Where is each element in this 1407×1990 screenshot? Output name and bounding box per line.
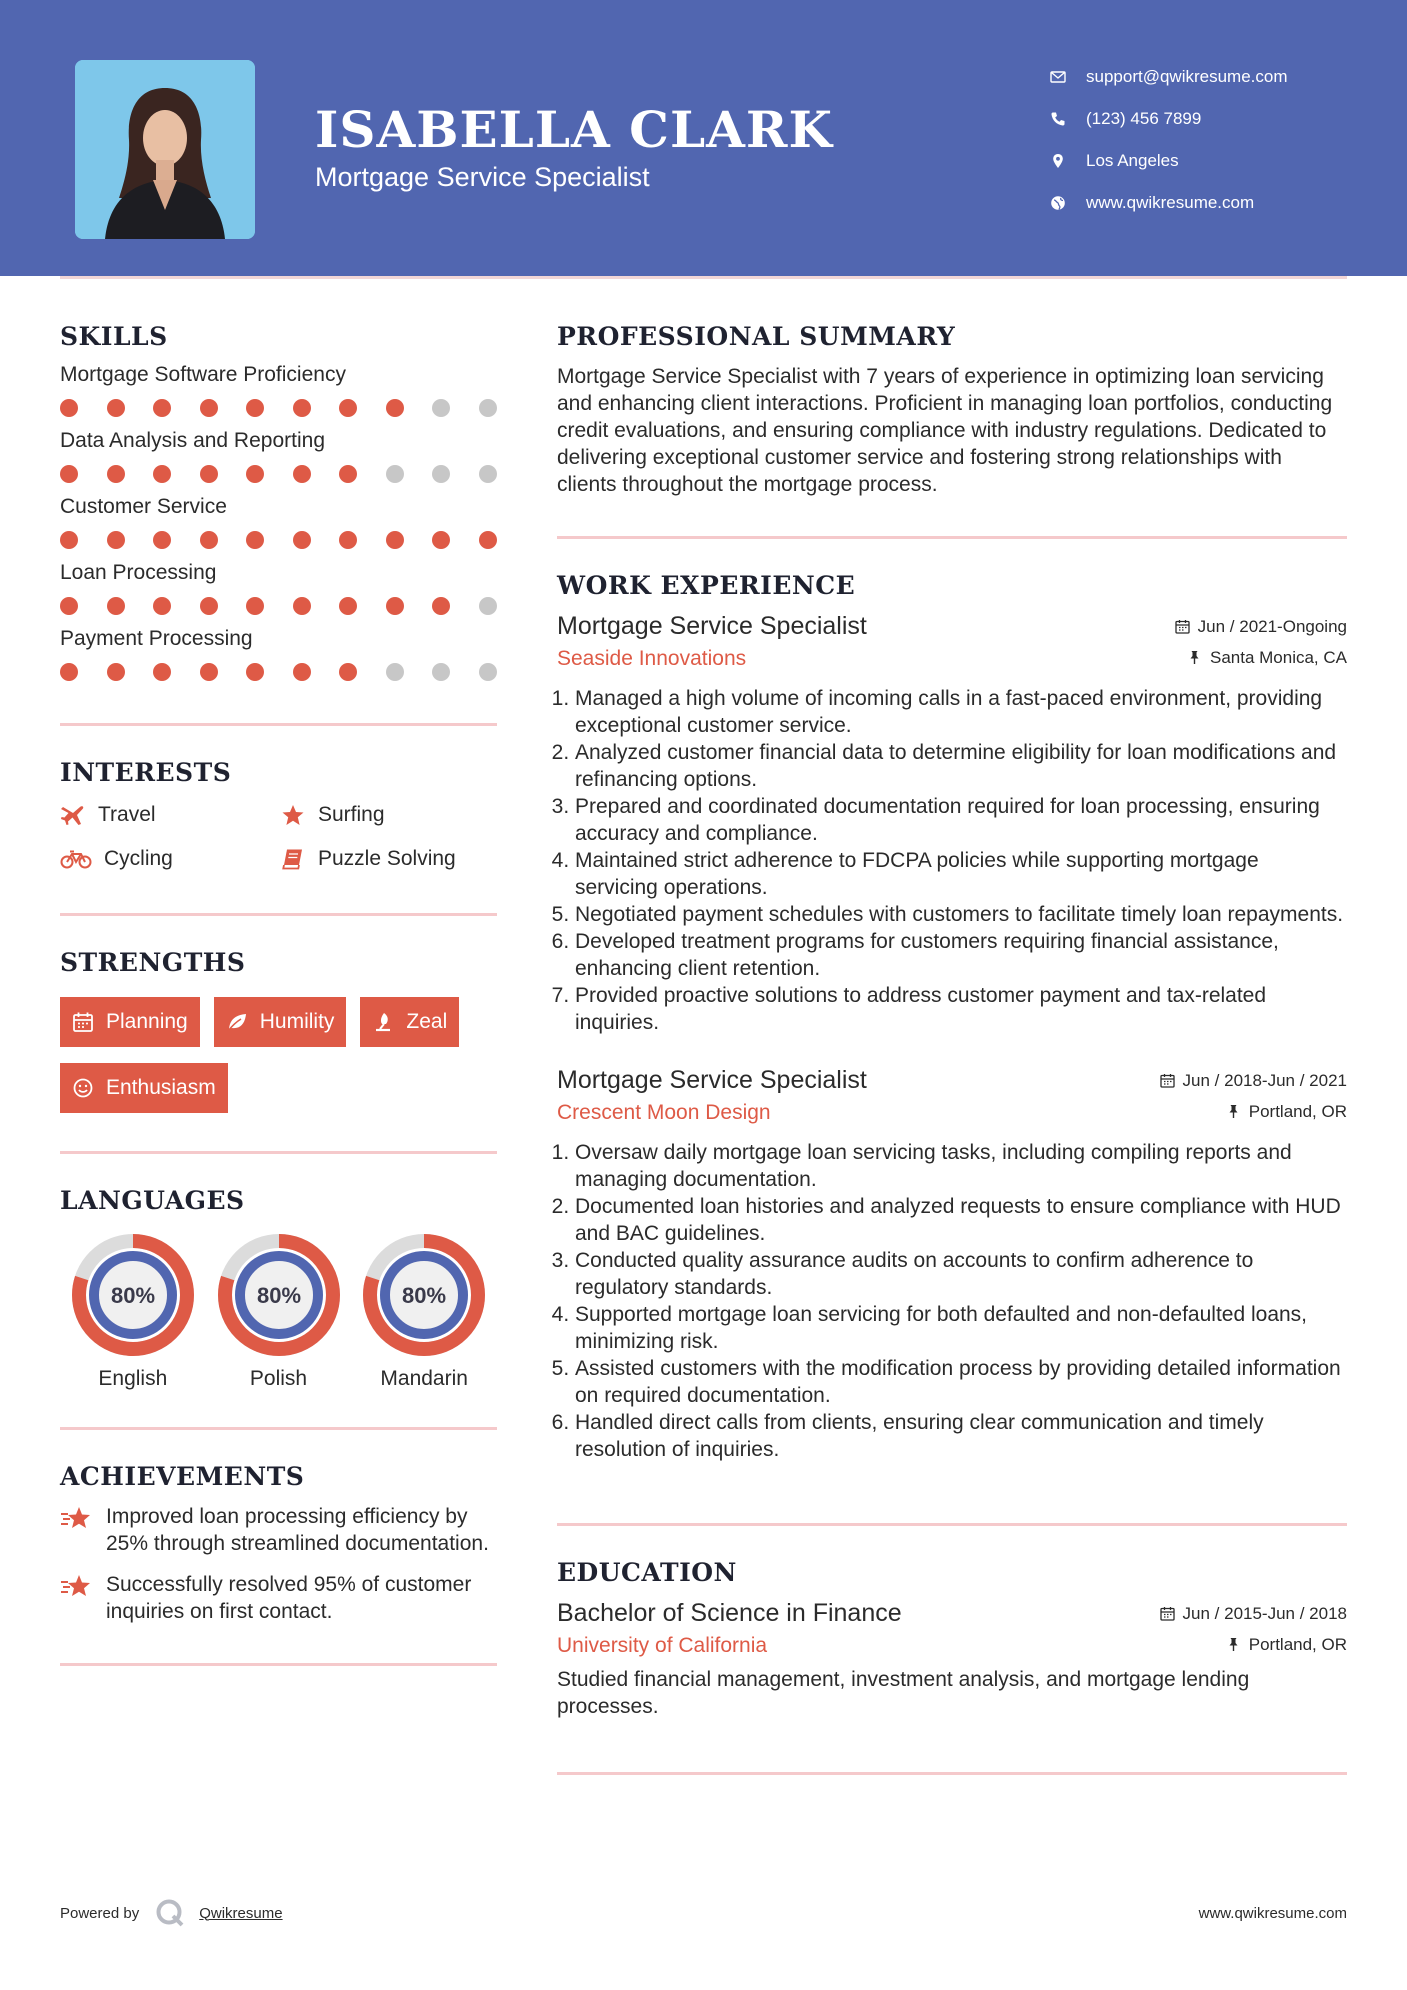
- rating-dot-filled: [200, 399, 218, 417]
- contact-email[interactable]: [1050, 56, 1288, 98]
- book-icon: [280, 848, 306, 870]
- skill-name: Loan Processing: [60, 561, 217, 584]
- rating-dot-filled: [153, 465, 171, 483]
- achievements-section: [60, 1462, 497, 1625]
- job-subheader: [557, 1101, 1347, 1125]
- job-location: [1226, 1102, 1347, 1122]
- candidate-role: Mortgage Service Specialist: [315, 162, 650, 192]
- rating-dot-filled: [246, 399, 264, 417]
- globe-icon: [1050, 195, 1086, 211]
- footer-website[interactable]: www.qwikresume.com: [1198, 1904, 1347, 1922]
- plane-icon: [60, 804, 86, 826]
- rating-dot-filled: [107, 399, 125, 417]
- rating-dot-filled: [386, 399, 404, 417]
- degree-title: Bachelor of Science in Finance: [557, 1599, 902, 1627]
- company-name: Seaside Innovations: [557, 647, 747, 670]
- rating-dot-filled: [432, 531, 450, 549]
- interest-item: [280, 803, 497, 827]
- skill-rating: [60, 465, 497, 483]
- duty-item: 5. Negotiated payment schedules with customers to facilitate timely loan repayments.: [575, 901, 1347, 928]
- star-icon: [280, 804, 306, 826]
- job-title: Mortgage Service Specialist: [557, 612, 867, 640]
- language-progress-ring: [217, 1233, 341, 1357]
- job-duties: [557, 1139, 1347, 1463]
- strength-chip: [214, 997, 347, 1047]
- strengths-list: [60, 997, 497, 1113]
- interests-title: INTERESTS: [60, 758, 232, 787]
- rating-dot-empty: [479, 465, 497, 483]
- strength-label: Humility: [259, 1010, 335, 1033]
- pushpin-icon: [1187, 650, 1202, 665]
- rating-dot-filled: [246, 597, 264, 615]
- rating-dot-empty: [479, 597, 497, 615]
- language-percent: 80%: [110, 1283, 155, 1308]
- rating-dot-filled: [200, 531, 218, 549]
- rating-dot-filled: [60, 597, 78, 615]
- duty-item: 2. Analyzed customer financial data to determine eligibility for loan modifications and refinancing options.: [575, 739, 1347, 793]
- strength-label: Enthusiasm: [106, 1076, 216, 1099]
- skill-rating: [60, 597, 497, 615]
- skills-title: SKILLS: [60, 322, 168, 351]
- job-dates-text: Jun / 2018-Jun / 2021: [1182, 1070, 1347, 1090]
- right-column: [557, 322, 1347, 1775]
- contact-email-text: support@qwikresume.com: [1086, 67, 1288, 86]
- skill-rating: [60, 531, 497, 549]
- candidate-name: ISABELLA CLARK: [315, 100, 833, 159]
- strength-chip: [60, 997, 200, 1047]
- footer-branding: [60, 1898, 283, 1928]
- education-subheader: [557, 1634, 1347, 1658]
- education-location-text: Portland, OR: [1248, 1634, 1347, 1654]
- rating-dot-filled: [153, 531, 171, 549]
- rating-dot-filled: [107, 663, 125, 681]
- duty-item: 1. Managed a high volume of incoming calls in a fast-paced environment, providing exceptional customer service.: [575, 685, 1347, 739]
- map-pin-icon: [1050, 153, 1086, 169]
- calendar-icon: [1160, 1073, 1175, 1088]
- rating-dot-filled: [339, 399, 357, 417]
- duty-item: 3. Conducted quality assurance audits on accounts to confirm adherence to regulatory standards.: [575, 1247, 1347, 1301]
- interests-list: [60, 803, 497, 871]
- rating-dot-filled: [386, 531, 404, 549]
- summary-title: PROFESSIONAL SUMMARY: [557, 322, 956, 351]
- strength-label: Planning: [106, 1010, 188, 1033]
- education-dates-text: Jun / 2015-Jun / 2018: [1182, 1603, 1347, 1623]
- skill-rating: [60, 399, 497, 417]
- section-divider: [60, 913, 497, 916]
- job-entry: [557, 1066, 1347, 1463]
- rating-dot-filled: [153, 399, 171, 417]
- job-dates: [1160, 1071, 1347, 1091]
- skill-name: Mortgage Software Proficiency: [60, 363, 346, 386]
- contact-location: [1050, 140, 1288, 182]
- contact-website-text: www.qwikresume.com: [1086, 193, 1255, 212]
- calendar-icon: [1175, 619, 1190, 634]
- rating-dot-filled: [432, 597, 450, 615]
- job-dates-text: Jun / 2021-Ongoing: [1197, 616, 1347, 636]
- rating-dot-filled: [339, 531, 357, 549]
- rating-dot-filled: [246, 465, 264, 483]
- strengths-section: [60, 948, 497, 1113]
- job-location-text: Santa Monica, CA: [1209, 647, 1347, 667]
- gavel-icon: [372, 1011, 394, 1033]
- skill-name: Data Analysis and Reporting: [60, 429, 325, 452]
- rating-dot-empty: [479, 399, 497, 417]
- interest-label: Travel: [98, 803, 156, 826]
- contact-website[interactable]: [1050, 182, 1288, 224]
- duty-item: 4. Maintained strict adherence to FDCPA policies while supporting mortgage servicing operations.: [575, 847, 1347, 901]
- job-header: [557, 612, 1347, 641]
- rating-dot-filled: [153, 663, 171, 681]
- experience-section: [557, 571, 1347, 1463]
- job-title: Mortgage Service Specialist: [557, 1066, 867, 1094]
- powered-by-label: Powered by: [60, 1904, 140, 1922]
- rating-dot-filled: [153, 597, 171, 615]
- rating-dot-empty: [386, 465, 404, 483]
- section-divider: [557, 536, 1347, 539]
- rating-dot-filled: [386, 597, 404, 615]
- rating-dot-filled: [339, 663, 357, 681]
- language-percent: 80%: [402, 1283, 447, 1308]
- language-item: [206, 1233, 352, 1391]
- duty-item: 5. Assisted customers with the modification process by providing detailed information on required documentation.: [575, 1355, 1347, 1409]
- duty-item: 6. Developed treatment programs for customers requiring financial assistance, enhancing client retention.: [575, 928, 1347, 982]
- summary-text: Mortgage Service Specialist with 7 years of experience in optimizing loan servicing and enhancing client interactions. Proficient in managing loan portfolios, conducting credit evaluations, and ensuring compliance with industry regulations. Dedicated to delivering exceptional customer service and fostering strong relationships with clients throughout the mortgage process.: [557, 365, 1333, 496]
- rating-dot-filled: [293, 597, 311, 615]
- rating-dot-empty: [479, 663, 497, 681]
- interest-item: [60, 803, 280, 827]
- interest-label: Cycling: [104, 847, 173, 870]
- rating-dot-filled: [60, 465, 78, 483]
- strength-label: Zeal: [406, 1010, 448, 1033]
- company-name: Crescent Moon Design: [557, 1101, 771, 1124]
- languages-title: LANGUAGES: [60, 1186, 245, 1215]
- achievement-text: Successfully resolved 95% of customer inquiries on first contact.: [106, 1573, 472, 1623]
- calendar-icon: [1160, 1606, 1175, 1621]
- leaf-icon: [226, 1011, 248, 1033]
- strength-chip: [360, 997, 459, 1047]
- header-banner: [0, 0, 1407, 276]
- rating-dot-filled: [339, 597, 357, 615]
- education-location: [1226, 1635, 1347, 1655]
- calendar-icon: [72, 1011, 94, 1033]
- qwikresume-link[interactable]: Qwikresume: [199, 1904, 283, 1922]
- education-section: [557, 1558, 1347, 1720]
- language-name: Polish: [249, 1367, 308, 1390]
- language-progress-ring: [362, 1233, 486, 1357]
- qwikresume-logo-icon: [155, 1898, 185, 1928]
- strengths-title: STRENGTHS: [60, 948, 246, 977]
- language-percent: 80%: [256, 1283, 301, 1308]
- header-divider: [60, 276, 1347, 279]
- rating-dot-filled: [107, 465, 125, 483]
- achievement-item: [60, 1503, 497, 1557]
- rating-dot-filled: [60, 399, 78, 417]
- rating-dot-filled: [246, 531, 264, 549]
- rating-dot-empty: [432, 663, 450, 681]
- star-icon: [60, 1573, 92, 1601]
- education-title: EDUCATION: [557, 1558, 737, 1587]
- job-location-text: Portland, OR: [1248, 1101, 1347, 1121]
- pushpin-icon: [1226, 1104, 1241, 1119]
- interest-label: Puzzle Solving: [318, 847, 456, 870]
- rating-dot-filled: [200, 597, 218, 615]
- section-divider: [60, 723, 497, 726]
- achievement-item: [60, 1571, 497, 1625]
- left-column: [60, 322, 497, 1666]
- duty-item: 1. Oversaw daily mortgage loan servicing tasks, including compiling reports and managing documentation.: [575, 1139, 1347, 1193]
- rating-dot-filled: [60, 531, 78, 549]
- contact-phone-text: (123) 456 7899: [1086, 109, 1202, 128]
- profile-photo: [75, 60, 255, 239]
- skill-rating: [60, 663, 497, 681]
- language-progress-ring: [71, 1233, 195, 1357]
- rating-dot-filled: [293, 465, 311, 483]
- language-name: Mandarin: [380, 1367, 468, 1390]
- job-dates: [1175, 617, 1347, 637]
- summary-section: [557, 322, 1347, 498]
- rating-dot-filled: [479, 531, 497, 549]
- languages-section: [60, 1186, 497, 1391]
- job-duties: [557, 685, 1347, 1036]
- section-divider: [60, 1427, 497, 1430]
- languages-list: [60, 1233, 497, 1391]
- duty-item: 6. Handled direct calls from clients, ensuring clear communication and timely resolution of inquiries.: [575, 1409, 1347, 1463]
- envelope-icon: [1050, 69, 1086, 85]
- rating-dot-filled: [293, 399, 311, 417]
- school-name: University of California: [557, 1634, 768, 1657]
- duty-item: 4. Supported mortgage loan servicing for both defaulted and non-defaulted loans, minimizing risk.: [575, 1301, 1347, 1355]
- skill-name: Customer Service: [60, 495, 227, 518]
- rating-dot-empty: [432, 465, 450, 483]
- rating-dot-filled: [200, 663, 218, 681]
- rating-dot-filled: [200, 465, 218, 483]
- section-divider: [557, 1772, 1347, 1775]
- rating-dot-filled: [293, 531, 311, 549]
- bicycle-icon: [60, 848, 92, 870]
- phone-icon: [1050, 111, 1086, 127]
- experience-title: WORK EXPERIENCE: [557, 571, 856, 600]
- contact-list: [1050, 56, 1288, 224]
- pushpin-icon: [1226, 1637, 1241, 1652]
- language-item: [351, 1233, 497, 1391]
- job-location: [1187, 648, 1347, 668]
- rating-dot-filled: [107, 531, 125, 549]
- education-description: Studied financial management, investment analysis, and mortgage lending processes.: [557, 1668, 1250, 1718]
- rating-dot-filled: [293, 663, 311, 681]
- strength-chip: [60, 1063, 228, 1113]
- achievements-title: ACHIEVEMENTS: [60, 1462, 305, 1491]
- job-subheader: [557, 647, 1347, 671]
- rating-dot-filled: [339, 465, 357, 483]
- job-entry: [557, 612, 1347, 1036]
- rating-dot-empty: [386, 663, 404, 681]
- duty-item: 7. Provided proactive solutions to address customer payment and tax-related inquiries.: [575, 982, 1347, 1036]
- contact-phone[interactable]: [1050, 98, 1288, 140]
- section-divider: [60, 1663, 497, 1666]
- language-item: [60, 1233, 206, 1391]
- star-icon: [60, 1505, 92, 1533]
- smile-icon: [72, 1077, 94, 1099]
- education-header: [557, 1599, 1347, 1628]
- rating-dot-filled: [246, 663, 264, 681]
- rating-dot-filled: [60, 663, 78, 681]
- interest-label: Surfing: [318, 803, 385, 826]
- skills-list: [60, 363, 497, 681]
- job-header: [557, 1066, 1347, 1095]
- interests-section: [60, 758, 497, 871]
- section-divider: [60, 1151, 497, 1154]
- duty-item: 2. Documented loan histories and analyzed requests to ensure compliance with HUD and BAC guidelines.: [575, 1193, 1347, 1247]
- footer: [60, 1898, 1347, 1928]
- skill-name: Payment Processing: [60, 627, 253, 650]
- contact-location-text: Los Angeles: [1086, 151, 1179, 170]
- interest-item: [60, 847, 280, 871]
- rating-dot-empty: [432, 399, 450, 417]
- achievement-text: Improved loan processing efficiency by 25% through streamlined documentation.: [106, 1505, 489, 1555]
- education-dates: [1160, 1604, 1347, 1624]
- interest-item: [280, 847, 497, 871]
- rating-dot-filled: [107, 597, 125, 615]
- duty-item: 3. Prepared and coordinated documentation required for loan processing, ensuring accuracy and compliance.: [575, 793, 1347, 847]
- skills-section: [60, 322, 497, 681]
- language-name: English: [98, 1367, 168, 1390]
- section-divider: [557, 1523, 1347, 1526]
